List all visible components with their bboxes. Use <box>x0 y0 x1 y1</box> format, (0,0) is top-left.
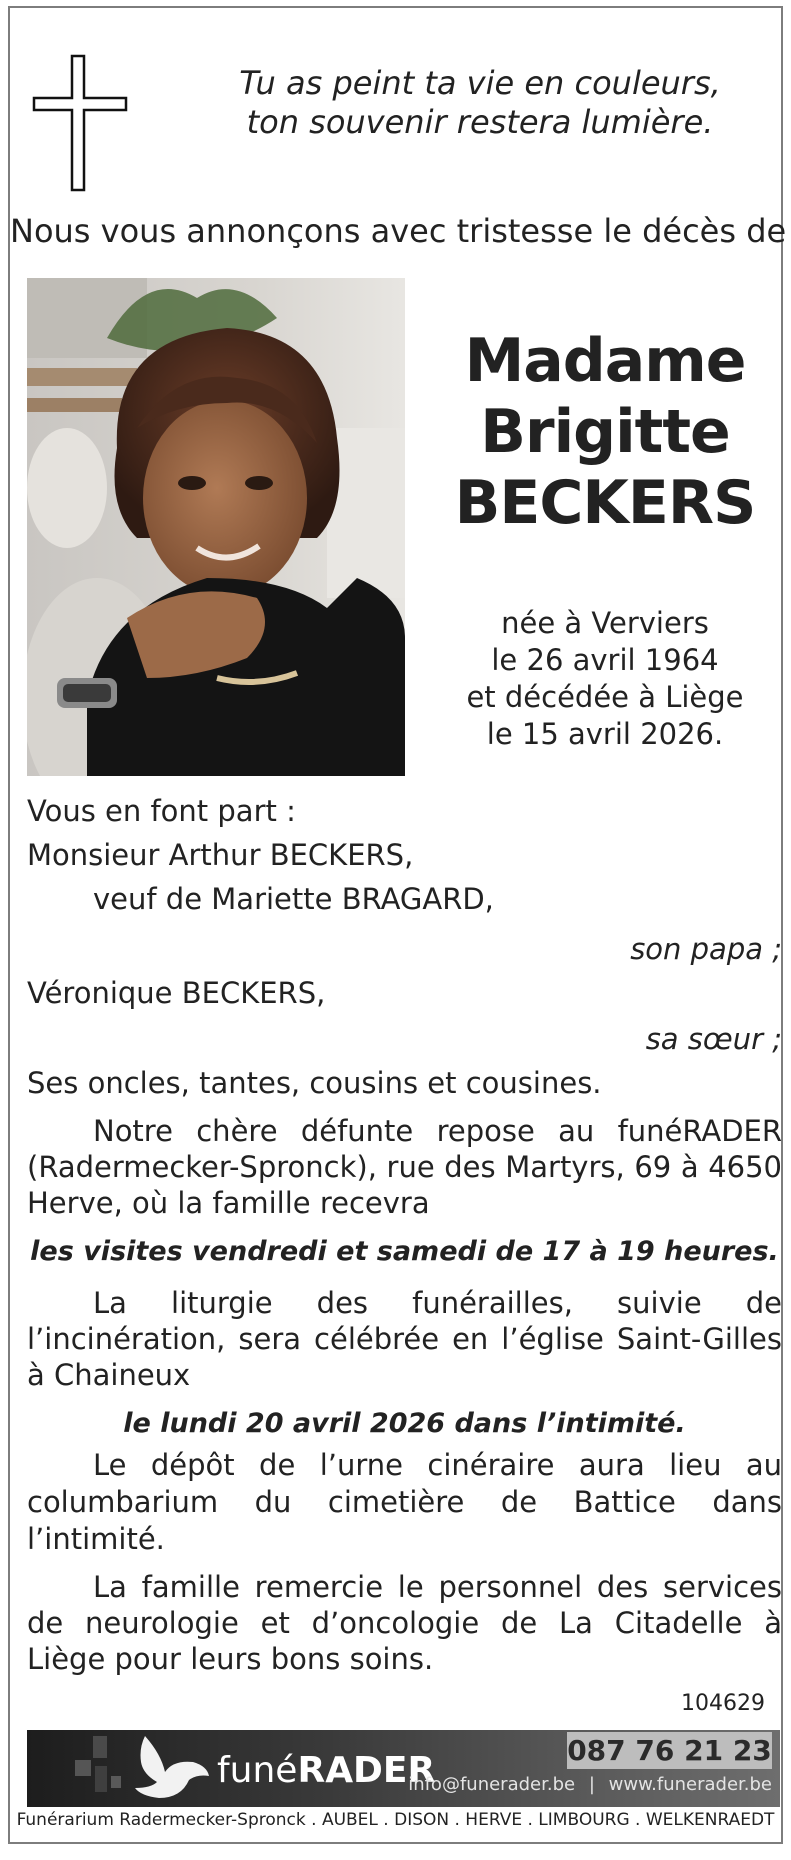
rest-line-3: Herve, où la famille recevra <box>27 1186 430 1220</box>
urn-line-3: l’intimité. <box>27 1522 165 1556</box>
family-father-relation: son papa ; <box>630 932 782 966</box>
birth-date: le 26 avril 1964 <box>491 643 719 677</box>
urn-line-1: Le dépôt de l’urne cinéraire aura lieu au <box>93 1448 782 1482</box>
family-sister: Véronique BECKERS, <box>27 976 326 1010</box>
brand-bold: RADER <box>297 1750 436 1791</box>
thanks-line-3: Liège pour leurs bons soins. <box>27 1642 434 1676</box>
family-father-note: veuf de Mariette BRAGARD, <box>93 882 494 916</box>
funeral-line-2: l’incinération, sera célébrée en l’église Saint-Gilles <box>27 1322 782 1356</box>
brand-light: funé <box>217 1750 298 1791</box>
death-place: et décédée à Liège <box>466 680 744 714</box>
funeral-home-banner <box>27 1730 780 1807</box>
death-date: le 15 avril 2026. <box>486 717 724 751</box>
squares-decoration-icon <box>67 1736 127 1802</box>
epigraph-line-2: ton souvenir restera lumière. <box>246 103 714 141</box>
rest-line-1: Notre chère défunte repose au funéRADER <box>93 1114 782 1148</box>
epigraph-line-1: Tu as peint ta vie en couleurs, <box>239 64 721 102</box>
epigraph <box>210 64 750 142</box>
visits-times: les visites vendredi et samedi de 17 à 19 heures. <box>30 1236 779 1267</box>
contact-separator: | <box>588 1774 595 1795</box>
family-sister-relation: sa sœur ; <box>645 1022 782 1056</box>
urn-line-2: columbarium du cimetière de Battice dans <box>27 1485 782 1519</box>
deceased-last-name: BECKERS <box>454 468 756 538</box>
obituary-notice <box>8 6 787 1844</box>
email-link[interactable]: info@funerader.be <box>408 1774 576 1795</box>
phone-number[interactable]: 087 76 21 23 <box>567 1734 772 1767</box>
family-father: Monsieur Arthur BECKERS, <box>27 838 414 872</box>
rest-line-2: (Radermecker-Spronck), rue des Martyrs, 69 à 4650 <box>27 1150 782 1184</box>
deceased-first-name: Brigitte <box>480 397 730 467</box>
announcement: Nous vous annonçons avec tristesse le décès de <box>10 212 787 250</box>
thanks-line-2: de neurologie et d’oncologie de La Citadelle à <box>27 1606 782 1640</box>
family-intro: Vous en font part : <box>27 794 296 828</box>
family-others: Ses oncles, tantes, cousins et cousines. <box>27 1066 602 1100</box>
portrait-photo <box>27 278 405 776</box>
funeral-date: le lundi 20 avril 2026 dans l’intimité. <box>123 1408 686 1439</box>
contact-links <box>408 1774 772 1795</box>
deceased-name <box>420 326 790 539</box>
website-link[interactable]: www.funerader.be <box>608 1774 772 1795</box>
funerader-logo-text <box>217 1750 435 1791</box>
funerarium-locations: Funérarium Radermecker-Spronck . AUBEL . DISON . HERVE . LIMBOURG . WELKENRAEDT <box>16 1810 775 1830</box>
birth-death-dates <box>420 605 790 753</box>
birth-place: née à Verviers <box>501 606 709 640</box>
reference-number: 104629 <box>681 1691 765 1716</box>
funeral-line-1: La liturgie des funérailles, suivie de <box>93 1286 782 1320</box>
thanks-line-1: La famille remercie le personnel des services <box>93 1570 782 1604</box>
deceased-title: Madame <box>464 326 746 396</box>
cross-icon <box>32 54 128 192</box>
funeral-line-3: à Chaineux <box>27 1358 191 1392</box>
dove-icon <box>131 1732 211 1804</box>
